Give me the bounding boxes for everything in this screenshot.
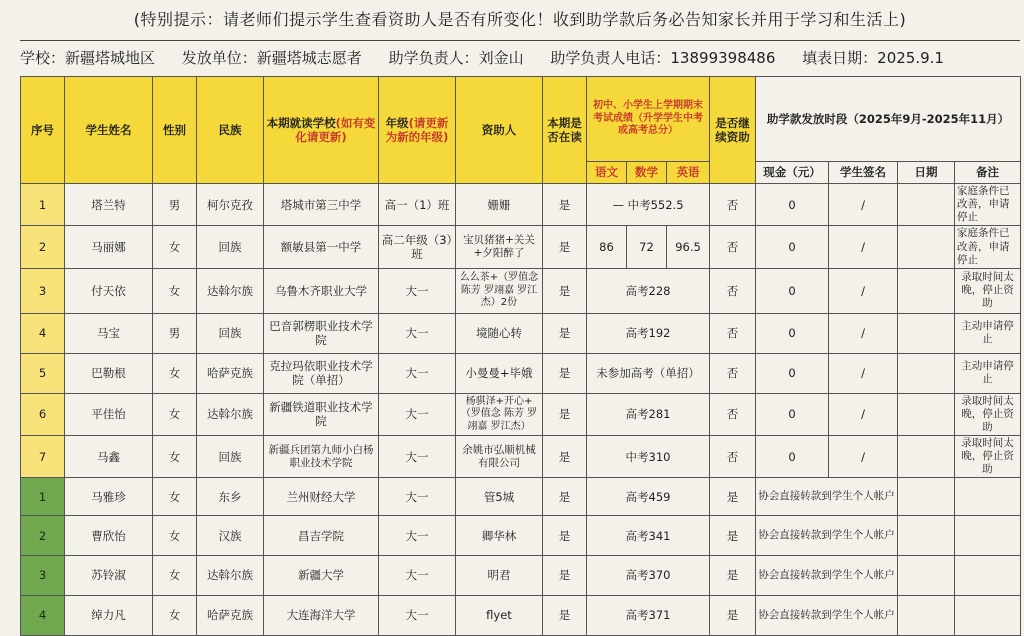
student-continue: 否 <box>710 393 756 435</box>
student-continue: 否 <box>710 353 756 393</box>
student-studying: 是 <box>543 353 587 393</box>
table-row <box>21 436 1021 478</box>
student-sponsor: 境随心转 <box>456 313 543 353</box>
student-ethnic: 柯尔克孜 <box>197 184 264 226</box>
student-remark: 主动申请停止 <box>955 353 1021 393</box>
student-sponsor: flyet <box>456 596 543 636</box>
student-date <box>898 478 955 516</box>
header-cash: 现金（元） <box>756 162 829 184</box>
row-no: 7 <box>21 436 65 478</box>
table-row <box>21 313 1021 353</box>
student-cash: 0 <box>756 268 829 313</box>
student-cash: 0 <box>756 436 829 478</box>
row-no: 3 <box>21 556 65 596</box>
student-studying: 是 <box>543 478 587 516</box>
row-no: 6 <box>21 393 65 435</box>
student-name: 苏铃淑 <box>65 556 153 596</box>
student-continue: 是 <box>710 556 756 596</box>
student-gender: 女 <box>153 478 197 516</box>
student-sponsor: 管5城 <box>456 478 543 516</box>
student-sponsor: 杨骐泽+开心+（罗值念 陈芳 罗翊嘉 罗江杰） <box>456 393 543 435</box>
student-gender: 女 <box>153 436 197 478</box>
student-sponsor: 卿华林 <box>456 516 543 556</box>
student-date <box>898 268 955 313</box>
header-remark: 备注 <box>955 162 1021 184</box>
student-grade: 大一 <box>379 516 456 556</box>
info-line <box>20 41 1020 75</box>
student-remark: 家庭条件已改善，申请停止 <box>955 184 1021 226</box>
student-cash: 0 <box>756 353 829 393</box>
header-studying: 本期是否在读 <box>543 77 587 184</box>
student-remark <box>955 516 1021 556</box>
student-name: 曹欣怡 <box>65 516 153 556</box>
student-signature: / <box>829 313 898 353</box>
student-ethnic: 达斡尔族 <box>197 393 264 435</box>
header-no: 序号 <box>21 77 65 184</box>
table-row <box>21 353 1021 393</box>
student-gender: 女 <box>153 353 197 393</box>
student-score: 高考459 <box>587 478 710 516</box>
student-gender: 女 <box>153 393 197 435</box>
table-row <box>21 226 1021 268</box>
student-signature: / <box>829 226 898 268</box>
student-school: 新疆兵团第九师小白杨职业技术学院 <box>264 436 379 478</box>
student-gender: 女 <box>153 516 197 556</box>
student-date <box>898 436 955 478</box>
issuer-info: 发放单位：新疆塔城志愿者 <box>181 49 362 67</box>
student-gender: 女 <box>153 556 197 596</box>
student-score: 高考192 <box>587 313 710 353</box>
student-name: 绰力凡 <box>65 596 153 636</box>
student-school: 大连海洋大学 <box>264 596 379 636</box>
transfer-note: 协会直接转款到学生个人帐户 <box>756 596 898 636</box>
student-grade: 大一 <box>379 353 456 393</box>
phone-info: 助学负责人电话：13899398486 <box>550 49 776 67</box>
student-studying: 是 <box>543 556 587 596</box>
student-remark <box>955 556 1021 596</box>
student-continue: 是 <box>710 478 756 516</box>
student-grade: 大一 <box>379 436 456 478</box>
table-row <box>21 556 1021 596</box>
header-english: 英语 <box>667 162 710 184</box>
student-signature: / <box>829 184 898 226</box>
student-remark: 录取时间太晚，停止资助 <box>955 393 1021 435</box>
student-school: 新疆铁道职业技术学院 <box>264 393 379 435</box>
student-continue: 否 <box>710 184 756 226</box>
header-date: 日期 <box>898 162 955 184</box>
transfer-note: 协会直接转款到学生个人帐户 <box>756 556 898 596</box>
student-continue: 否 <box>710 313 756 353</box>
student-signature: / <box>829 393 898 435</box>
score-chinese: 86 <box>587 226 627 268</box>
student-remark: 主动申请停止 <box>955 313 1021 353</box>
student-score: 高考370 <box>587 556 710 596</box>
student-ethnic: 哈萨克族 <box>197 596 264 636</box>
header-scores: 初中、小学生上学期期末考试成绩（升学学生中考或高考总分） <box>587 77 710 162</box>
student-signature: / <box>829 436 898 478</box>
header-sponsor: 资助人 <box>456 77 543 184</box>
row-no: 3 <box>21 268 65 313</box>
student-studying: 是 <box>543 184 587 226</box>
student-school: 新疆大学 <box>264 556 379 596</box>
student-name: 平佳怡 <box>65 393 153 435</box>
student-studying: 是 <box>543 313 587 353</box>
table-row <box>21 268 1021 313</box>
student-studying: 是 <box>543 516 587 556</box>
student-ethnic: 哈萨克族 <box>197 353 264 393</box>
student-continue: 是 <box>710 516 756 556</box>
row-no: 5 <box>21 353 65 393</box>
header-chinese: 语文 <box>587 162 627 184</box>
transfer-note: 协会直接转款到学生个人帐户 <box>756 478 898 516</box>
student-date <box>898 226 955 268</box>
manager-info: 助学负责人：刘金山 <box>388 49 524 67</box>
row-no: 2 <box>21 226 65 268</box>
school-info: 学校：新疆塔城地区 <box>20 49 156 67</box>
student-score: — 中考552.5 <box>587 184 710 226</box>
table-row <box>21 596 1021 636</box>
student-aid-table <box>20 76 1021 636</box>
student-remark <box>955 478 1021 516</box>
student-gender: 女 <box>153 268 197 313</box>
header-name: 学生姓名 <box>65 77 153 184</box>
header-ethnic: 民族 <box>197 77 264 184</box>
student-school: 乌鲁木齐职业大学 <box>264 268 379 313</box>
student-sponsor: 明君 <box>456 556 543 596</box>
student-date <box>898 393 955 435</box>
row-no: 4 <box>21 313 65 353</box>
student-name: 马宝 <box>65 313 153 353</box>
student-remark: 录取时间太晚，停止资助 <box>955 268 1021 313</box>
row-no: 1 <box>21 184 65 226</box>
student-signature: / <box>829 353 898 393</box>
student-studying: 是 <box>543 226 587 268</box>
special-notice: (特别提示：请老师们提示学生查看资助人是否有所变化！收到助学款后务必告知家长并用于学习和生活上) <box>20 0 1020 41</box>
student-studying: 是 <box>543 268 587 313</box>
student-sponsor: 宝贝猪猪+关关+夕阳醉了 <box>456 226 543 268</box>
header-signature: 学生签名 <box>829 162 898 184</box>
student-grade: 大一 <box>379 313 456 353</box>
student-name: 塔兰特 <box>65 184 153 226</box>
student-school: 巴音郭楞职业技术学院 <box>264 313 379 353</box>
row-no: 4 <box>21 596 65 636</box>
student-sponsor: 么么茶+（罗值念 陈芳 罗翊嘉 罗江杰）2份 <box>456 268 543 313</box>
student-score: 未参加高考（单招） <box>587 353 710 393</box>
student-cash: 0 <box>756 313 829 353</box>
transfer-note: 协会直接转款到学生个人帐户 <box>756 516 898 556</box>
student-score: 中考310 <box>587 436 710 478</box>
student-name: 付天依 <box>65 268 153 313</box>
student-school: 昌吉学院 <box>264 516 379 556</box>
student-grade: 大一 <box>379 596 456 636</box>
student-name: 马丽娜 <box>65 226 153 268</box>
student-studying: 是 <box>543 393 587 435</box>
student-grade: 大一 <box>379 556 456 596</box>
student-remark: 录取时间太晚，停止资助 <box>955 436 1021 478</box>
student-ethnic: 回族 <box>197 226 264 268</box>
header-grade: 年级(请更新为新的年级) <box>379 77 456 184</box>
student-gender: 男 <box>153 313 197 353</box>
student-date <box>898 184 955 226</box>
student-remark: 家庭条件已改善，申请停止 <box>955 226 1021 268</box>
table-row <box>21 478 1021 516</box>
student-gender: 男 <box>153 184 197 226</box>
student-ethnic: 回族 <box>197 436 264 478</box>
student-continue: 是 <box>710 596 756 636</box>
student-name: 马雅珍 <box>65 478 153 516</box>
student-score: 高考281 <box>587 393 710 435</box>
student-score: 高考228 <box>587 268 710 313</box>
header-math: 数学 <box>627 162 667 184</box>
date-info: 填表日期：2025.9.1 <box>802 49 944 67</box>
student-grade: 大一 <box>379 478 456 516</box>
student-ethnic: 达斡尔族 <box>197 268 264 313</box>
header-school: 本期就读学校(如有变化请更新) <box>264 77 379 184</box>
student-ethnic: 东乡 <box>197 478 264 516</box>
student-grade: 大一 <box>379 268 456 313</box>
student-name: 巴勒根 <box>65 353 153 393</box>
student-grade: 高一（1）班 <box>379 184 456 226</box>
student-studying: 是 <box>543 596 587 636</box>
student-grade: 高二年级（3）班 <box>379 226 456 268</box>
student-school: 兰州财经大学 <box>264 478 379 516</box>
student-score: 高考371 <box>587 596 710 636</box>
student-grade: 大一 <box>379 393 456 435</box>
student-sponsor: 姗姗 <box>456 184 543 226</box>
student-name: 马鑫 <box>65 436 153 478</box>
table-row <box>21 393 1021 435</box>
student-ethnic: 达斡尔族 <box>197 556 264 596</box>
student-school: 克拉玛依职业技术学院（单招） <box>264 353 379 393</box>
student-cash: 0 <box>756 226 829 268</box>
student-gender: 女 <box>153 596 197 636</box>
student-school: 额敏县第一中学 <box>264 226 379 268</box>
student-remark <box>955 596 1021 636</box>
student-ethnic: 汉族 <box>197 516 264 556</box>
student-signature: / <box>829 268 898 313</box>
header-gender: 性别 <box>153 77 197 184</box>
student-cash: 0 <box>756 393 829 435</box>
student-studying: 是 <box>543 436 587 478</box>
student-date <box>898 516 955 556</box>
table-row <box>21 516 1021 556</box>
header-continue: 是否继续资助 <box>710 77 756 184</box>
student-gender: 女 <box>153 226 197 268</box>
student-score: 高考341 <box>587 516 710 556</box>
student-date <box>898 353 955 393</box>
student-sponsor: 余姚市弘顺机械有限公司 <box>456 436 543 478</box>
student-continue: 否 <box>710 436 756 478</box>
table-row <box>21 184 1021 226</box>
student-date <box>898 313 955 353</box>
row-no: 2 <box>21 516 65 556</box>
student-continue: 否 <box>710 226 756 268</box>
row-no: 1 <box>21 478 65 516</box>
student-date <box>898 596 955 636</box>
student-sponsor: 小曼曼+毕娥 <box>456 353 543 393</box>
score-english: 96.5 <box>667 226 710 268</box>
score-math: 72 <box>627 226 667 268</box>
student-continue: 否 <box>710 268 756 313</box>
student-school: 塔城市第三中学 <box>264 184 379 226</box>
header-period: 助学款发放时段（2025年9月-2025年11月） <box>756 77 1021 162</box>
student-cash: 0 <box>756 184 829 226</box>
student-ethnic: 回族 <box>197 313 264 353</box>
student-date <box>898 556 955 596</box>
